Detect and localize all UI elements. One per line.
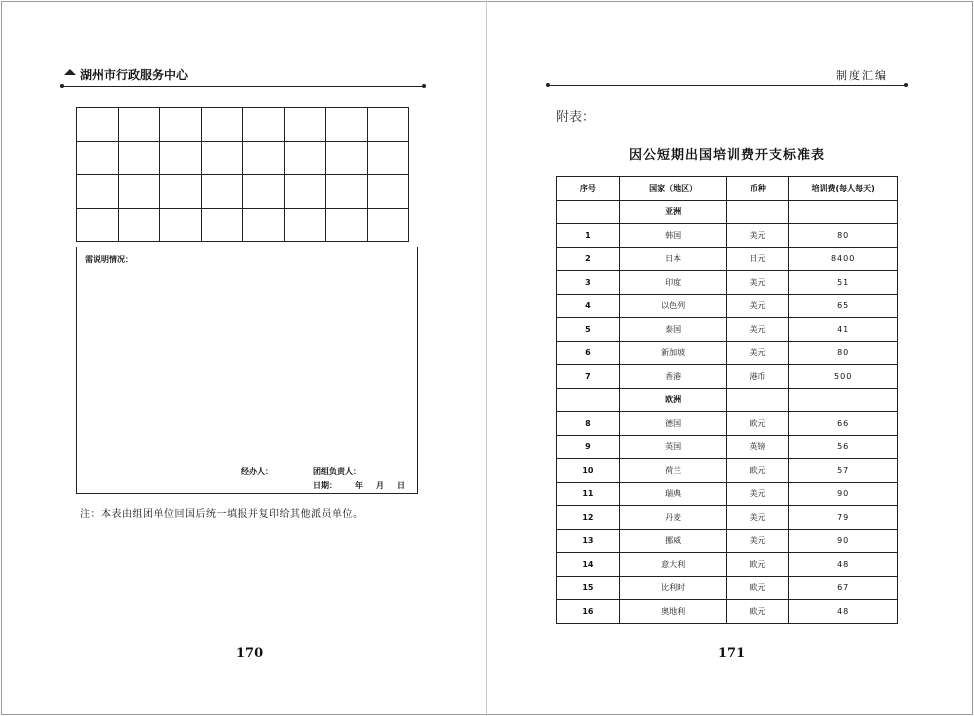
country-cell: 瑞典 — [619, 482, 727, 506]
annex-label: 附表： — [556, 110, 596, 125]
col-header-no: 序号 — [557, 177, 620, 201]
rule-dot — [60, 84, 64, 88]
rule-dot — [422, 84, 426, 88]
grid-row — [77, 175, 409, 209]
row-number-cell: 12 — [557, 506, 620, 530]
table-row — [557, 506, 898, 530]
fee-cell: 79 — [789, 506, 898, 530]
region-row — [557, 388, 898, 412]
table-row — [557, 529, 898, 553]
country-cell: 印度 — [619, 271, 727, 295]
table-row — [557, 600, 898, 624]
currency-cell: 美元 — [727, 529, 789, 553]
table-row — [557, 247, 898, 271]
currency-cell: 美元 — [727, 271, 789, 295]
footnote: 注：本表由组团单位回国后统一填报并复印给其他派员单位。 — [80, 509, 364, 520]
col-header-currency: 币种 — [727, 177, 789, 201]
fee-cell: 65 — [789, 294, 898, 318]
grid-cell[interactable] — [201, 108, 243, 142]
country-cell: 比利时 — [619, 576, 727, 600]
country-cell: 新加坡 — [619, 341, 727, 365]
fee-cell: 57 — [789, 459, 898, 483]
fee-cell: 51 — [789, 271, 898, 295]
row-number-cell: 7 — [557, 365, 620, 389]
table-row — [557, 435, 898, 459]
table-row — [557, 294, 898, 318]
region-row — [557, 200, 898, 224]
fee-cell: 80 — [789, 341, 898, 365]
country-cell: 荷兰 — [619, 459, 727, 483]
row-number-cell — [557, 388, 620, 412]
row-number-cell: 10 — [557, 459, 620, 483]
fee-cell: 80 — [789, 224, 898, 248]
row-number-cell: 15 — [557, 576, 620, 600]
fee-cell: 500 — [789, 365, 898, 389]
fee-cell: 48 — [789, 553, 898, 577]
row-number-cell: 2 — [557, 247, 620, 271]
table-row — [557, 224, 898, 248]
handler-label: 经办人： — [241, 467, 273, 476]
left-header-rule — [62, 86, 424, 87]
grid-cell[interactable] — [160, 208, 202, 242]
fee-cell: 41 — [789, 318, 898, 342]
grid-cell[interactable] — [160, 141, 202, 175]
grid-cell[interactable] — [77, 141, 119, 175]
country-cell: 德国 — [619, 412, 727, 436]
region-name-cell: 欧洲 — [619, 388, 727, 412]
col-header-fee: 培训费(每人每天) — [789, 177, 898, 201]
grid-cell[interactable] — [284, 108, 326, 142]
rule-dot — [546, 83, 550, 87]
grid-row — [77, 141, 409, 175]
grid-cell[interactable] — [243, 208, 285, 242]
right-header: 制度汇编 — [836, 69, 888, 82]
table-row — [557, 553, 898, 577]
row-number-cell — [557, 200, 620, 224]
grid-row — [77, 208, 409, 242]
table-row — [557, 459, 898, 483]
grid-cell[interactable] — [201, 208, 243, 242]
grid-cell[interactable] — [284, 141, 326, 175]
grid-cell[interactable] — [77, 175, 119, 209]
currency-cell: 美元 — [727, 318, 789, 342]
grid-cell[interactable] — [118, 108, 160, 142]
table-row — [557, 576, 898, 600]
currency-cell: 美元 — [727, 506, 789, 530]
row-number-cell: 16 — [557, 600, 620, 624]
grid-cell[interactable] — [118, 208, 160, 242]
right-page-number: 171 — [718, 646, 746, 661]
row-number-cell: 4 — [557, 294, 620, 318]
currency-cell: 美元 — [727, 224, 789, 248]
country-cell: 丹麦 — [619, 506, 727, 530]
left-page-number: 170 — [236, 646, 264, 661]
currency-cell: 美元 — [727, 294, 789, 318]
fee-cell: 8400 — [789, 247, 898, 271]
table-row — [557, 412, 898, 436]
grid-cell[interactable] — [326, 108, 368, 142]
country-cell: 韩国 — [619, 224, 727, 248]
currency-cell: 美元 — [727, 341, 789, 365]
left-header-title: 湖州市行政服务中心 — [80, 68, 189, 82]
month-label: 月 — [376, 481, 384, 490]
spine-divider — [486, 0, 487, 716]
country-cell: 以色列 — [619, 294, 727, 318]
grid-cell[interactable] — [201, 175, 243, 209]
fee-cell — [789, 388, 898, 412]
currency-cell: 欧元 — [727, 553, 789, 577]
currency-cell: 欧元 — [727, 600, 789, 624]
grid-cell[interactable] — [367, 141, 409, 175]
grid-cell[interactable] — [367, 208, 409, 242]
fee-cell: 67 — [789, 576, 898, 600]
table-header-row — [557, 177, 898, 201]
row-number-cell: 5 — [557, 318, 620, 342]
grid-cell[interactable] — [326, 208, 368, 242]
row-number-cell: 3 — [557, 271, 620, 295]
table-row — [557, 341, 898, 365]
fee-cell: 56 — [789, 435, 898, 459]
currency-cell: 欧元 — [727, 576, 789, 600]
grid-cell[interactable] — [160, 108, 202, 142]
row-number-cell: 11 — [557, 482, 620, 506]
grid-cell[interactable] — [284, 175, 326, 209]
grid-cell[interactable] — [326, 141, 368, 175]
country-cell: 奥地利 — [619, 600, 727, 624]
grid-cell[interactable] — [367, 108, 409, 142]
region-name-cell: 亚洲 — [619, 200, 727, 224]
fee-cell: 66 — [789, 412, 898, 436]
country-cell: 泰国 — [619, 318, 727, 342]
day-label: 日 — [397, 481, 405, 490]
notes-box[interactable] — [76, 247, 418, 494]
table-row — [557, 271, 898, 295]
year-label: 年 — [355, 481, 363, 490]
table-row — [557, 482, 898, 506]
currency-cell: 欧元 — [727, 412, 789, 436]
table-row — [557, 318, 898, 342]
country-cell: 意大利 — [619, 553, 727, 577]
grid-cell[interactable] — [77, 208, 119, 242]
grid-cell[interactable] — [284, 208, 326, 242]
grid-cell[interactable] — [118, 141, 160, 175]
blank-grid — [76, 107, 409, 242]
left-header — [80, 66, 188, 83]
table-title: 因公短期出国培训费开支标准表 — [628, 148, 825, 163]
col-header-country: 国家（地区） — [619, 177, 727, 201]
row-number-cell: 1 — [557, 224, 620, 248]
country-cell: 英国 — [619, 435, 727, 459]
currency-cell: 美元 — [727, 482, 789, 506]
notes-label: 需说明情况： — [85, 255, 133, 264]
leader-label: 团组负责人： — [313, 467, 361, 476]
grid-cell[interactable] — [160, 175, 202, 209]
fee-cell: 90 — [789, 482, 898, 506]
table-row — [557, 365, 898, 389]
currency-cell: 日元 — [727, 247, 789, 271]
row-number-cell: 6 — [557, 341, 620, 365]
standard-table — [556, 176, 898, 624]
rule-dot — [904, 83, 908, 87]
grid-cell[interactable] — [367, 175, 409, 209]
fee-cell: 48 — [789, 600, 898, 624]
currency-cell: 欧元 — [727, 459, 789, 483]
country-cell: 挪威 — [619, 529, 727, 553]
grid-cell[interactable] — [243, 108, 285, 142]
currency-cell: 英镑 — [727, 435, 789, 459]
country-cell: 香港 — [619, 365, 727, 389]
grid-cell[interactable] — [326, 175, 368, 209]
date-label: 日期： — [313, 481, 337, 490]
logo-icon — [64, 68, 76, 76]
grid-cell[interactable] — [118, 175, 160, 209]
row-number-cell: 8 — [557, 412, 620, 436]
row-number-cell: 9 — [557, 435, 620, 459]
row-number-cell: 13 — [557, 529, 620, 553]
grid-cell[interactable] — [243, 141, 285, 175]
fee-cell: 90 — [789, 529, 898, 553]
grid-cell[interactable] — [243, 175, 285, 209]
fee-cell — [789, 200, 898, 224]
row-number-cell: 14 — [557, 553, 620, 577]
right-header-rule — [548, 85, 906, 86]
currency-cell — [727, 200, 789, 224]
grid-row — [77, 108, 409, 142]
currency-cell: 港币 — [727, 365, 789, 389]
country-cell: 日本 — [619, 247, 727, 271]
currency-cell — [727, 388, 789, 412]
grid-cell[interactable] — [201, 141, 243, 175]
grid-cell[interactable] — [77, 108, 119, 142]
